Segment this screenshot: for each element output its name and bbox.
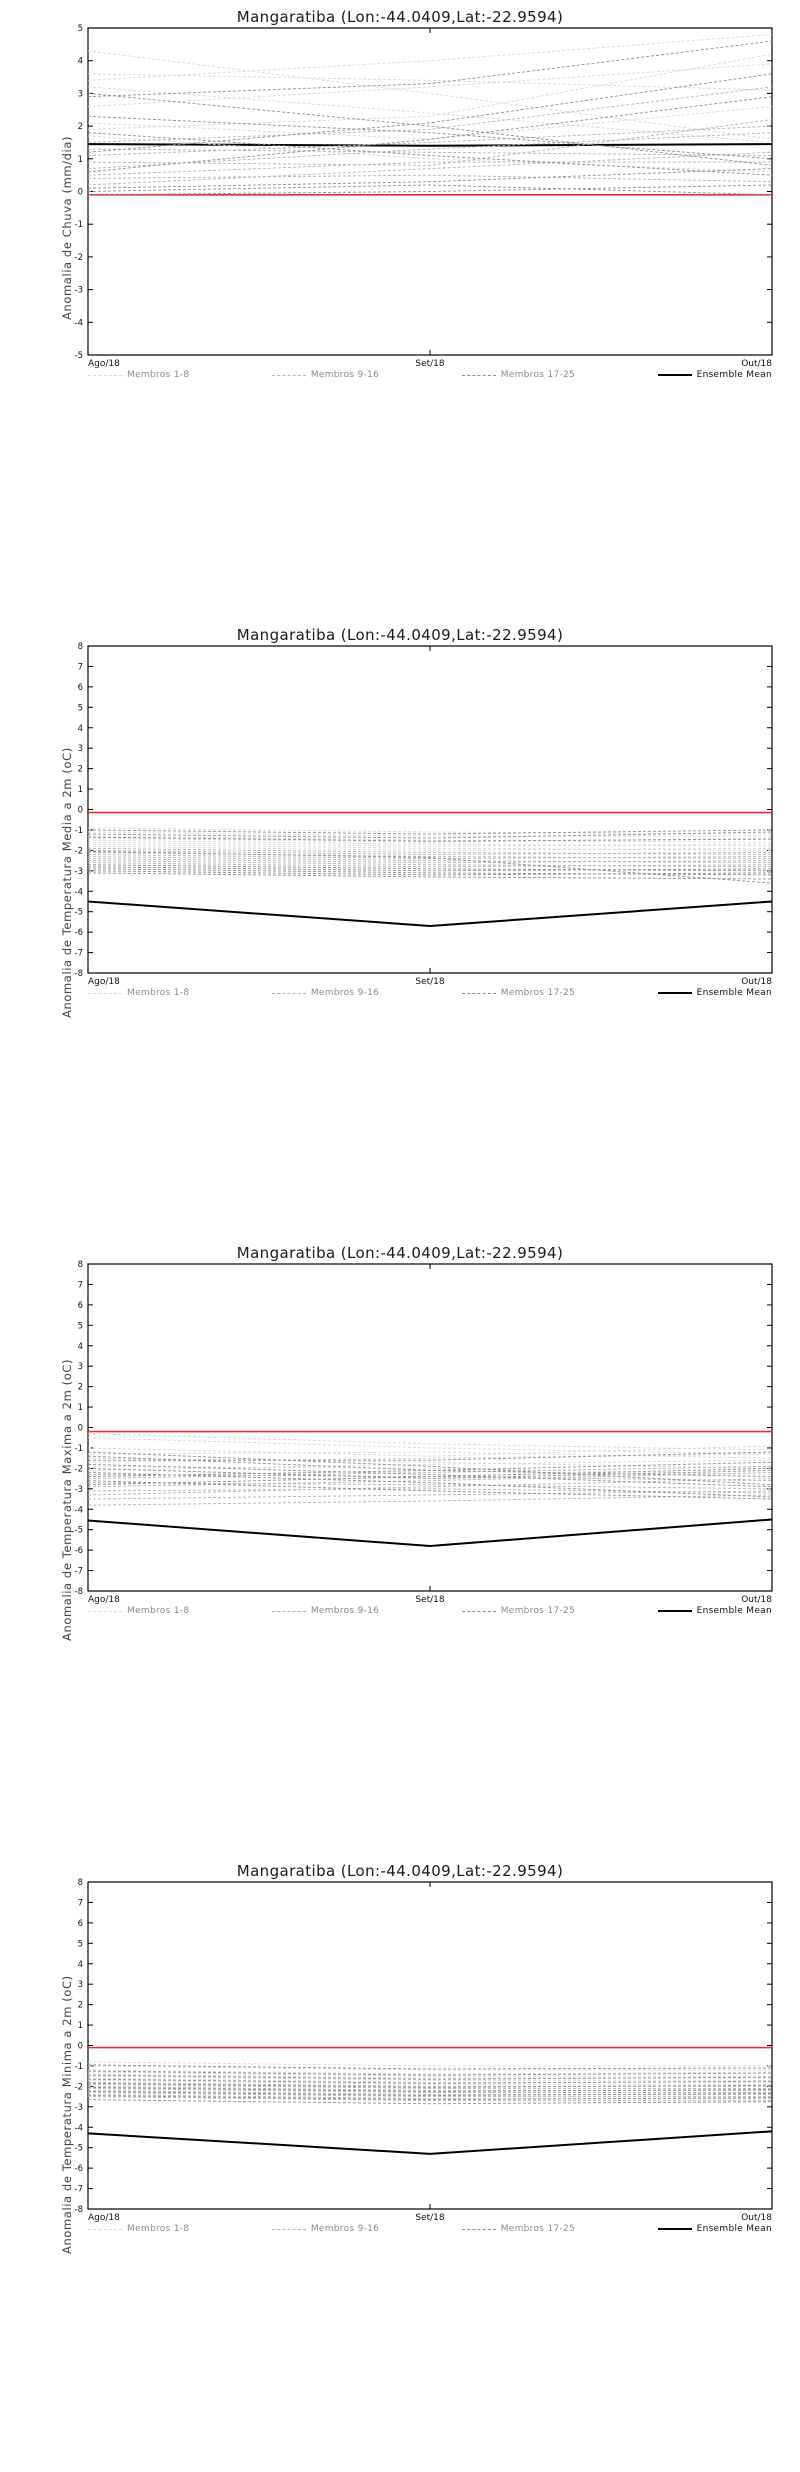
svg-text:2: 2 [77,764,83,775]
y-axis-label: Anomalia de Temperatura Maxima a 2m (oC) [60,1358,74,1641]
svg-text:6: 6 [77,1300,83,1311]
svg-text:-3: -3 [74,2102,83,2113]
page-title: Mangaratiba (Lon:-44.0409,Lat:-22.9594) [236,8,564,26]
svg-text:-1: -1 [74,1443,83,1454]
svg-text:5: 5 [77,24,83,34]
legend-label: Ensemble Mean [696,370,772,380]
svg-text:-1: -1 [74,220,83,231]
page-title: Mangaratiba (Lon:-44.0409,Lat:-22.9594) [236,626,564,644]
y-axis-label: Anomalia de Temperatura Minima a 2m (oC) [60,1975,74,2254]
svg-text:4: 4 [77,723,83,734]
svg-text:6: 6 [77,1918,83,1929]
svg-text:-5: -5 [74,2143,83,2154]
y-axis-label: Anomalia de Temperatura Media a 2m (oC) [60,747,74,1018]
chart-panel-temp-minima [0,1854,800,2472]
legend-label: Membros 1-8 [127,370,190,380]
svg-text:-7: -7 [74,2184,83,2195]
svg-text:7: 7 [77,1280,83,1291]
svg-text:-2: -2 [74,252,83,263]
svg-text:-4: -4 [74,318,83,329]
svg-text:-7: -7 [74,1566,83,1577]
svg-text:5: 5 [77,1939,83,1950]
legend-label: Ensemble Mean [696,1606,772,1616]
svg-text:4: 4 [77,56,83,67]
svg-text:1: 1 [77,154,83,165]
svg-text:4: 4 [77,1341,83,1352]
legend-label: Membros 1-8 [127,988,190,998]
legend-item-3 [658,370,772,380]
svg-text:0: 0 [77,187,83,198]
legend-temp-minima [88,2224,772,2234]
svg-text:0: 0 [77,805,83,816]
legend-item-2 [462,370,575,380]
legend-item-3 [658,2224,772,2234]
legend-swatch-icon [658,2228,692,2230]
svg-text:Out/18: Out/18 [741,359,772,369]
y-axis-label: Anomalia de Chuva (mm/dia) [60,135,74,320]
legend-label: Membros 9-16 [310,1606,380,1616]
legend-label: Membros 1-8 [127,1606,190,1616]
chart-panel-precipitation [0,0,800,618]
plot-area-temp-media [0,618,800,1236]
legend-swatch-icon [88,375,122,376]
legend-item-2 [462,988,575,998]
svg-text:3: 3 [77,744,83,755]
svg-text:-8: -8 [74,2205,83,2215]
temp-maxima-plot-svg [0,1236,800,1796]
legend-item-2 [462,1606,575,1616]
legend-precipitation [88,370,772,380]
svg-text:7: 7 [77,1898,83,1909]
svg-text:3: 3 [77,89,83,100]
svg-text:1: 1 [77,2021,83,2032]
svg-text:-2: -2 [74,846,83,857]
svg-text:1: 1 [77,1403,83,1414]
svg-text:Set/18: Set/18 [415,977,445,987]
svg-text:3: 3 [77,1362,83,1373]
legend-item-1 [272,370,379,380]
legend-swatch-icon [462,2229,496,2230]
svg-text:3: 3 [77,1980,83,1991]
svg-text:Out/18: Out/18 [741,977,772,987]
svg-text:0: 0 [77,1423,83,1434]
svg-text:1: 1 [77,785,83,796]
svg-text:Out/18: Out/18 [741,1595,772,1605]
legend-item-3 [658,988,772,998]
svg-text:-8: -8 [74,1587,83,1597]
temp-minima-plot-svg [0,1854,800,2414]
svg-text:-1: -1 [74,2061,83,2072]
legend-swatch-icon [272,1611,306,1612]
svg-text:-5: -5 [74,351,83,361]
legend-swatch-icon [88,1611,122,1612]
temp-media-plot-svg [0,618,800,1178]
svg-text:4: 4 [77,1959,83,1970]
svg-text:7: 7 [77,662,83,673]
legend-temp-media [88,988,772,998]
legend-swatch-icon [658,992,692,994]
legend-label: Membros 9-16 [310,988,380,998]
svg-text:Ago/18: Ago/18 [88,359,120,369]
svg-text:-6: -6 [74,928,83,939]
svg-text:Set/18: Set/18 [415,1595,445,1605]
svg-text:-1: -1 [74,825,83,836]
legend-item-0 [88,988,189,998]
svg-text:Ago/18: Ago/18 [88,977,120,987]
svg-text:0: 0 [77,2041,83,2052]
svg-text:-3: -3 [74,285,83,296]
page-title: Mangaratiba (Lon:-44.0409,Lat:-22.9594) [236,1862,564,1880]
legend-label: Membros 17-25 [500,988,576,998]
svg-text:Ago/18: Ago/18 [88,2213,120,2223]
chart-panel-temp-maxima [0,1236,800,1854]
plot-area-temp-maxima [0,1236,800,1854]
legend-swatch-icon [462,993,496,994]
legend-label: Membros 9-16 [310,370,380,380]
legend-item-0 [88,1606,189,1616]
svg-text:8: 8 [77,1878,83,1888]
legend-label: Membros 1-8 [127,2224,190,2234]
legend-item-1 [272,988,379,998]
svg-text:Out/18: Out/18 [741,2213,772,2223]
plot-area-precipitation [0,0,800,618]
svg-text:5: 5 [77,1321,83,1332]
svg-text:2: 2 [77,2000,83,2011]
legend-label: Membros 17-25 [500,370,576,380]
svg-text:-5: -5 [74,1525,83,1536]
legend-swatch-icon [272,375,306,376]
svg-text:Set/18: Set/18 [415,359,445,369]
legend-label: Membros 9-16 [310,2224,380,2234]
svg-text:-7: -7 [74,948,83,959]
legend-item-0 [88,370,189,380]
legend-swatch-icon [272,993,306,994]
svg-text:-3: -3 [74,1484,83,1495]
legend-label: Membros 17-25 [500,2224,576,2234]
legend-item-2 [462,2224,575,2234]
legend-label: Membros 17-25 [500,1606,576,1616]
svg-text:Set/18: Set/18 [415,2213,445,2223]
legend-temp-maxima [88,1606,772,1616]
svg-text:-4: -4 [74,2123,83,2134]
svg-text:6: 6 [77,682,83,693]
svg-text:-8: -8 [74,969,83,979]
svg-text:-6: -6 [74,1546,83,1557]
legend-item-3 [658,1606,772,1616]
svg-text:Ago/18: Ago/18 [88,1595,120,1605]
svg-text:-4: -4 [74,887,83,898]
svg-text:8: 8 [77,642,83,652]
legend-item-0 [88,2224,189,2234]
legend-label: Ensemble Mean [696,2224,772,2234]
svg-text:2: 2 [77,122,83,133]
legend-swatch-icon [88,993,122,994]
svg-text:-5: -5 [74,907,83,918]
legend-swatch-icon [658,374,692,376]
legend-swatch-icon [462,375,496,376]
chart-panel-temp-media [0,618,800,1236]
svg-text:-2: -2 [74,1464,83,1475]
legend-swatch-icon [272,2229,306,2230]
legend-swatch-icon [462,1611,496,1612]
legend-label: Ensemble Mean [696,988,772,998]
svg-text:-4: -4 [74,1505,83,1516]
plot-area-temp-minima [0,1854,800,2472]
svg-text:-2: -2 [74,2082,83,2093]
legend-item-1 [272,2224,379,2234]
svg-text:2: 2 [77,1382,83,1393]
svg-text:8: 8 [77,1260,83,1270]
page-title: Mangaratiba (Lon:-44.0409,Lat:-22.9594) [236,1244,564,1262]
svg-text:5: 5 [77,703,83,714]
svg-text:-3: -3 [74,866,83,877]
svg-text:-6: -6 [74,2164,83,2175]
legend-item-1 [272,1606,379,1616]
precipitation-plot-svg [0,0,800,560]
legend-swatch-icon [88,2229,122,2230]
legend-swatch-icon [658,1610,692,1612]
